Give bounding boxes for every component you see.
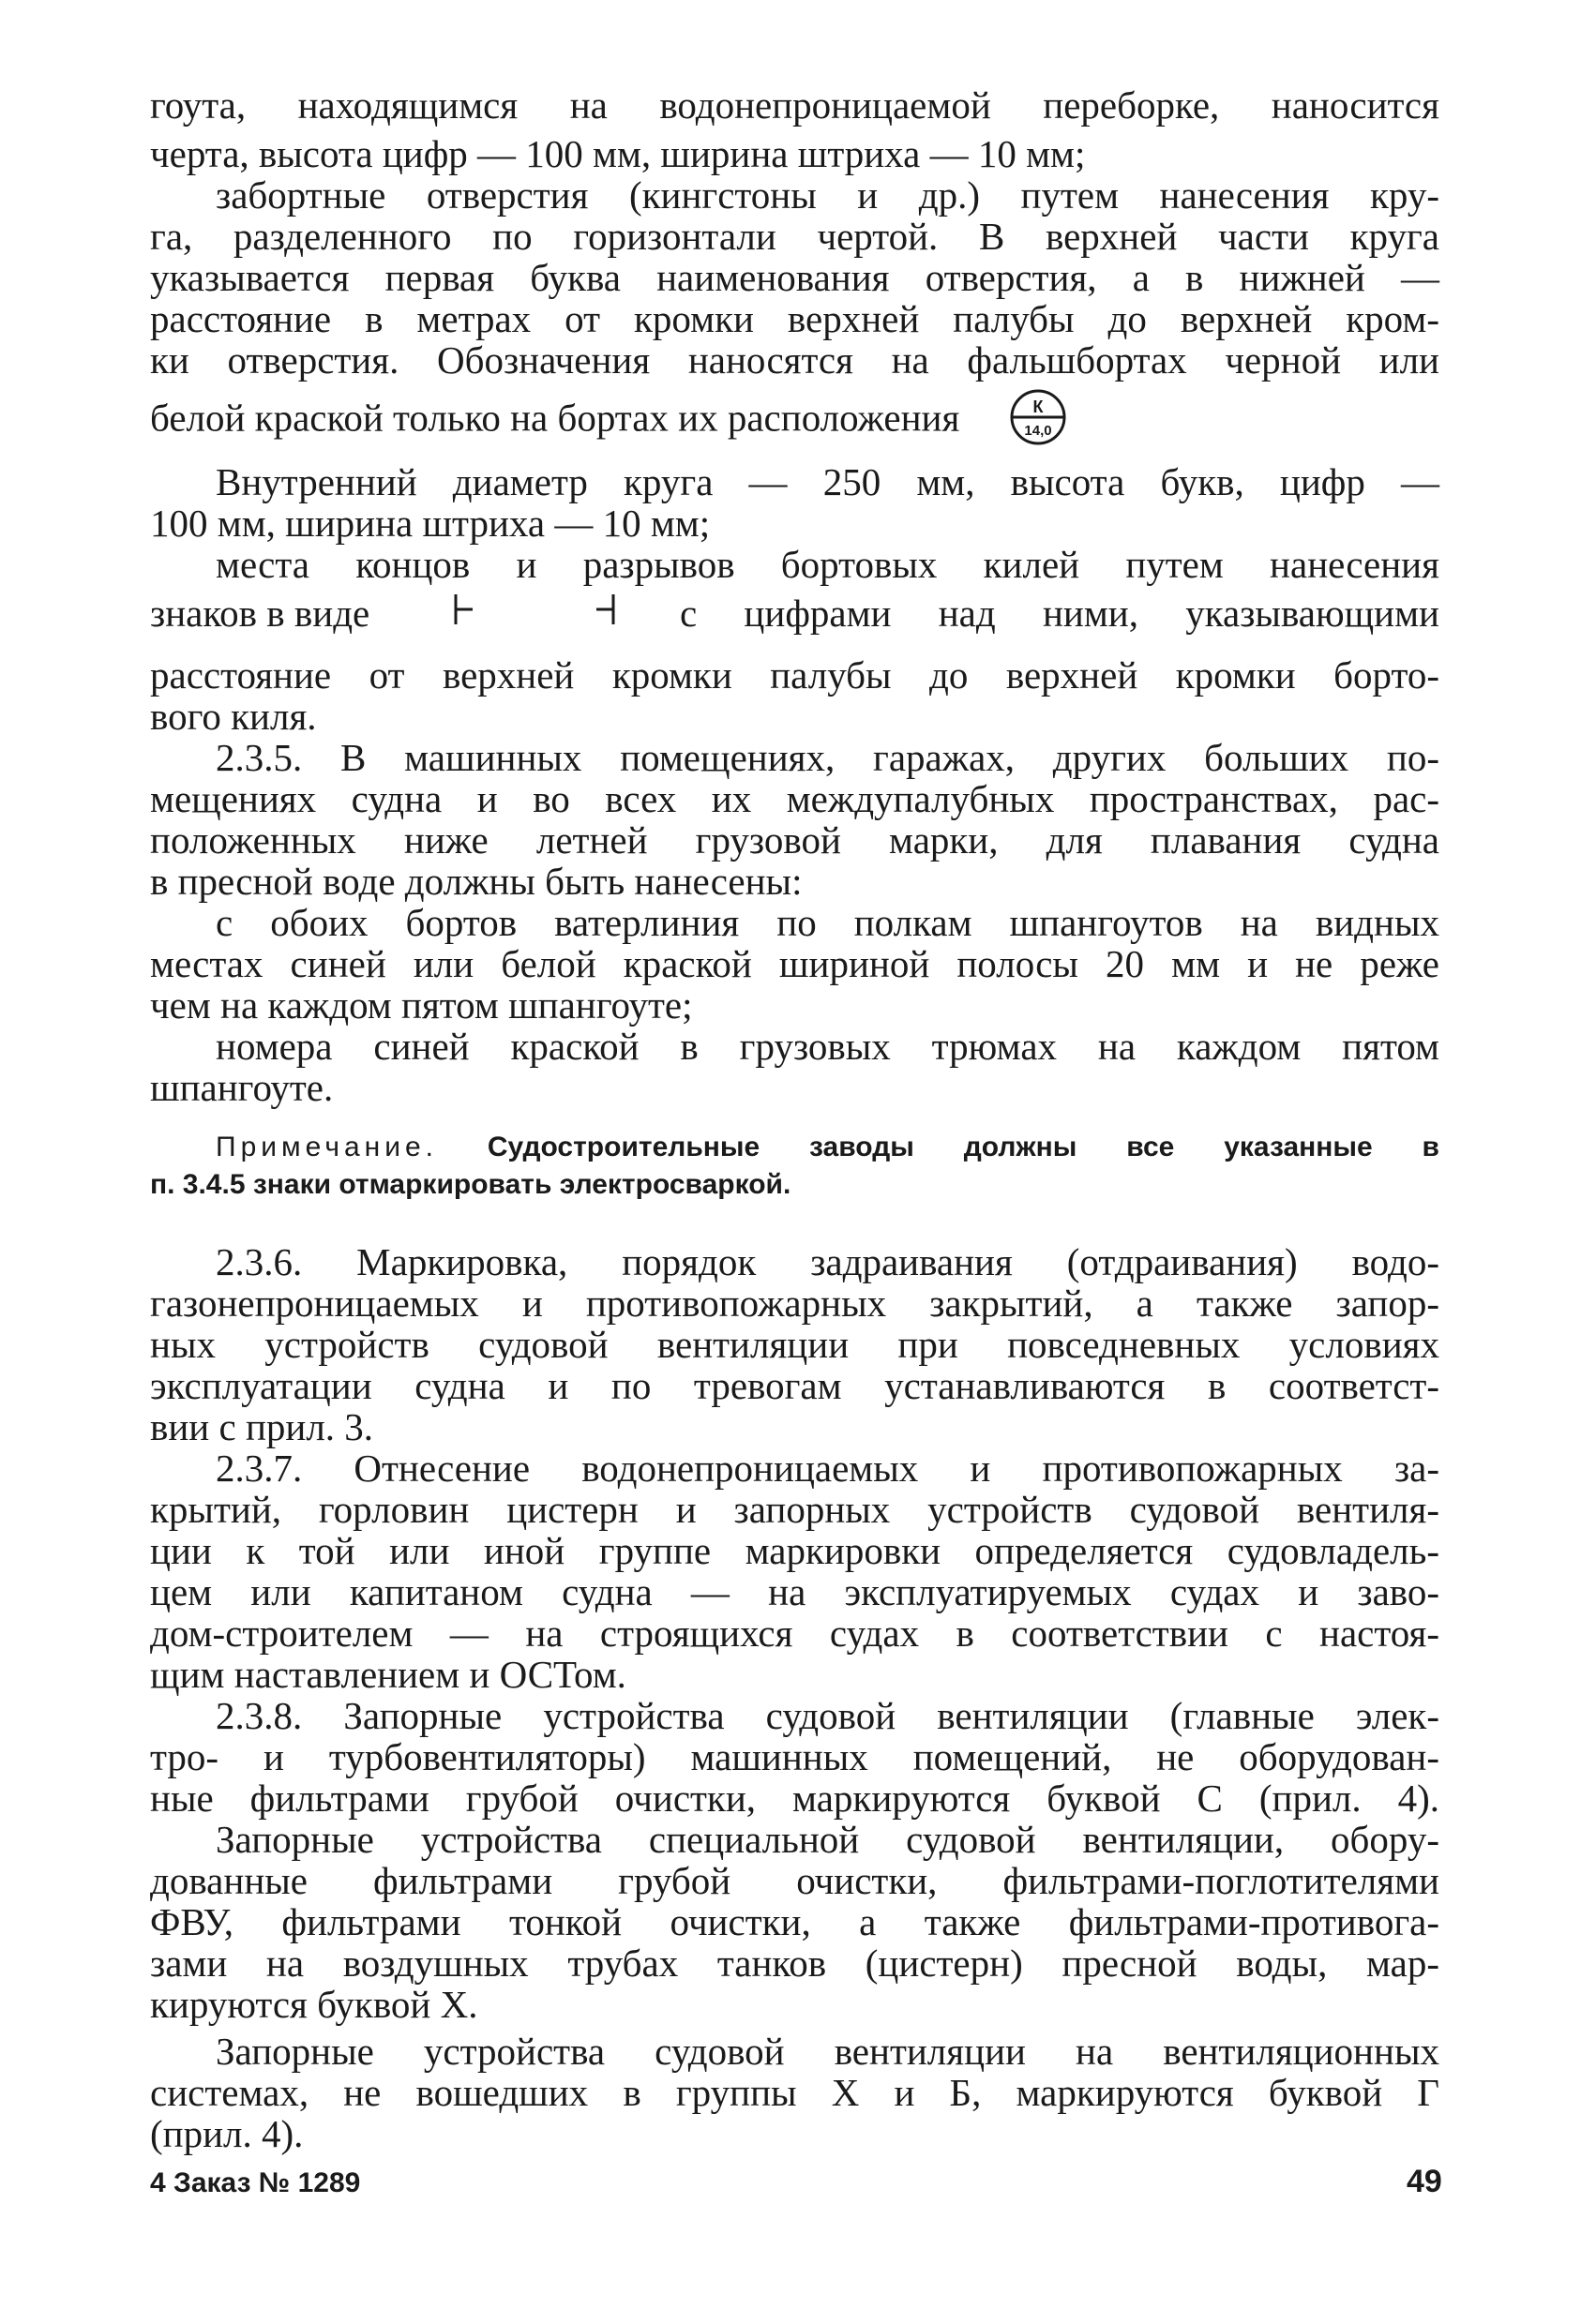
page-number: 49 (1407, 2164, 1442, 2199)
text-line: газонепроницаемых и противопожарных закрытий, а также запор- (150, 1282, 1439, 1325)
text-line: дованные фильтрами грубой очистки, фильтрами-поглотителями (150, 1859, 1439, 1902)
print-order-footer: 4 Заказ № 1289 (150, 2167, 361, 2198)
text-line: гоута, находящимся на водонепроницаемой переборке, наносится (150, 83, 1439, 127)
note-line (216, 1131, 1439, 1164)
text-line: вии с прил. 3. (150, 1405, 374, 1448)
text-line: тро- и турбовентиляторы) машинных помещений, не оборудован- (150, 1735, 1439, 1778)
text-line: кируются буквой Х. (150, 1983, 478, 2026)
text-line: 2.3.7. Отнесение водонепроницаемых и противопожарных за- (216, 1447, 1439, 1490)
text-line: местах синей или белой краской шириной полосы 20 мм и не реже (150, 942, 1439, 985)
text-line: зами на воздушных трубах танков (цистерн) пресной воды, мар- (150, 1942, 1439, 1985)
text-line: Внутренний диаметр круга — 250 мм, высота букв, цифр — (216, 460, 1439, 503)
text-line: щим наставлением и ОСТом. (150, 1653, 626, 1696)
text-line: 2.3.8. Запорные устройства судовой вентиляции (главные элек- (216, 1694, 1439, 1737)
text-line: Запорные устройства судовой вентиляции на вентиляционных (216, 2030, 1439, 2073)
circle-marking-symbol (1007, 386, 1069, 457)
text-line: расстояние в метрах от кромки верхней палубы до верхней кром- (150, 297, 1439, 340)
text-line: черта, высота цифр — 100 мм, ширина штриха — 10 мм; (150, 132, 1086, 175)
note-text: Судостроительные заводы должны все указанные в (487, 1132, 1439, 1162)
text-line: ные фильтрами грубой очистки, маркируются буквой С (прил. 4). (150, 1777, 1439, 1820)
text-line: 100 мм, ширина штриха — 10 мм; (150, 502, 711, 545)
text-line (150, 386, 1439, 457)
text-segment: знаков в виде (150, 592, 370, 635)
text-line: га, разделенного по горизонтали чертой. В верхней части круга (150, 215, 1439, 258)
text-line: вого киля. (150, 695, 317, 738)
text-line: цем или капитаном судна — на эксплуатируемых судах и заво- (150, 1570, 1439, 1613)
text-line: системах, не вошедших в группы Х и Б, маркируются буквой Г (150, 2071, 1439, 2114)
text-line: крытий, горловин цистерн и запорных устройств судовой вентиля- (150, 1488, 1439, 1531)
text-segment: белой краской только на бортах их расположения (150, 396, 960, 440)
text-line: чем на каждом пятом шпангоуте; (150, 983, 693, 1027)
text-line: Запорные устройства специальной судовой вентиляции, обору- (216, 1818, 1439, 1861)
text-line: ФВУ, фильтрами тонкой очистки, а также фильтрами-противога- (150, 1900, 1439, 1943)
text-line: ных устройств судовой вентиляции при повседневных условиях (150, 1323, 1439, 1366)
text-line: номера синей краской в грузовых трюмах на каждом пятом (216, 1025, 1439, 1068)
text-line (150, 591, 1439, 636)
keel-end-mark-left (450, 591, 478, 637)
text-segment: с цифрами над ними, указывающими (680, 592, 1439, 635)
text-line: расстояние от верхней кромки палубы до верхней кромки борто- (150, 653, 1439, 697)
text-line: положенных ниже летней грузовой марки, для плавания судна (150, 818, 1439, 862)
text-line: ки отверстия. Обозначения наносятся на фальшбортах черной или (150, 338, 1439, 382)
text-line: шпангоуте. (150, 1066, 334, 1109)
text-line: мещениях судна и во всех их междупалубных пространствах, рас- (150, 777, 1439, 820)
text-line: ции к той или иной группе маркировки определяется судовладель- (150, 1529, 1439, 1572)
symbol-bottom-number: 14,0 (1023, 423, 1052, 439)
keel-end-mark-right (591, 591, 619, 637)
note-line: п. 3.4.5 знаки отмаркировать электросваркой. (150, 1169, 791, 1200)
symbol-top-letter: К (1032, 397, 1044, 416)
text-line: эксплуатации судна и по тревогам устанавливаются в соответст- (150, 1364, 1439, 1407)
text-line: места концов и разрывов бортовых килей путем нанесения (216, 543, 1439, 586)
note-label: Примечание. (216, 1132, 438, 1162)
text-line: указывается первая буква наименования отверстия, а в нижней — (150, 256, 1439, 299)
text-line: забортные отверстия (кингстоны и др.) путем нанесения кру- (216, 173, 1439, 217)
text-line: 2.3.5. В машинных помещениях, гаражах, других больших по- (216, 736, 1439, 779)
text-line: в пресной воде должны быть нанесены: (150, 860, 803, 903)
text-line: 2.3.6. Маркировка, порядок задраивания (отдраивания) водо- (216, 1240, 1439, 1283)
text-line: дом-строителем — на строящихся судах в соответствии с настоя- (150, 1612, 1439, 1655)
text-line: с обоих бортов ватерлиния по полкам шпангоутов на видных (216, 901, 1439, 944)
text-line: (прил. 4). (150, 2112, 304, 2155)
